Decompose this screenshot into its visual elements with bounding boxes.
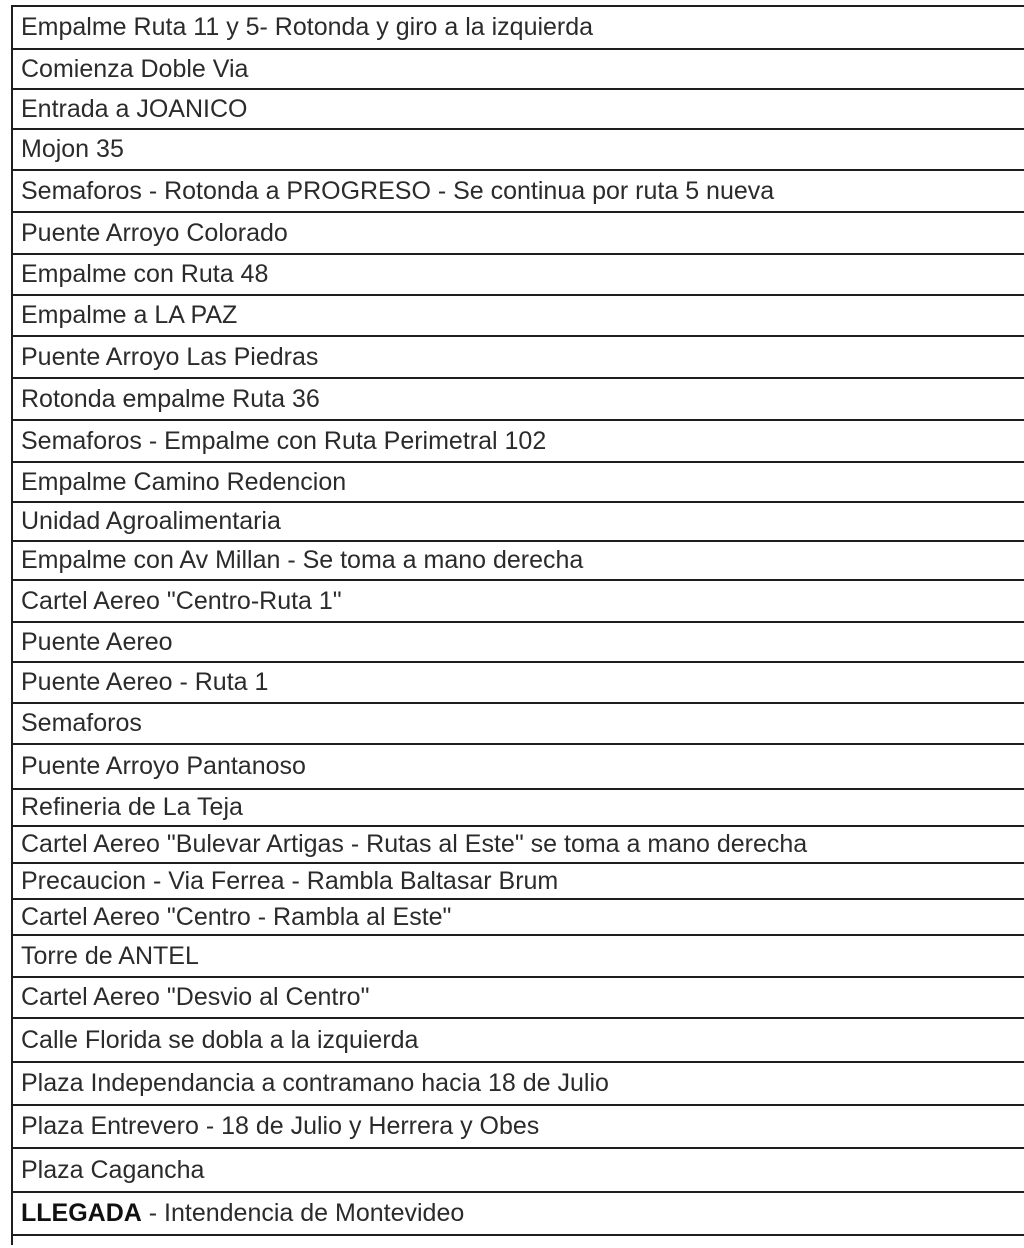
table-cell: Mojon 35 — [12, 129, 1024, 170]
route-table — [11, 5, 1024, 1245]
table-cell: Rotonda empalme Ruta 36 — [12, 378, 1024, 420]
table-cell: Unidad Agroalimentaria — [12, 502, 1024, 541]
table-cell: Comienza Doble Via — [12, 49, 1024, 89]
table-cell: Cartel Aereo "Centro-Ruta 1" — [12, 580, 1024, 622]
table-cell: Cartel Aereo "Centro - Rambla al Este" — [12, 899, 1024, 935]
table-cell-final — [12, 1192, 1024, 1235]
table-cell: Torre de ANTEL — [12, 935, 1024, 977]
table-cell: Refineria de La Teja — [12, 789, 1024, 826]
table-cell: Semaforos — [12, 703, 1024, 744]
table-row — [12, 977, 1024, 1018]
table-row — [12, 170, 1024, 212]
table-cell: Plaza Entrevero - 18 de Julio y Herrera y Obes — [12, 1105, 1024, 1148]
table-cell: Cartel Aereo "Bulevar Artigas - Rutas al Este" se toma a mano derecha — [12, 826, 1024, 863]
table-row — [12, 744, 1024, 789]
table-row — [12, 826, 1024, 863]
table-row-cutoff — [12, 1235, 1024, 1245]
table-row — [12, 703, 1024, 744]
table-cell: Puente Aereo — [12, 622, 1024, 662]
table-cell: Plaza Independancia a contramano hacia 18 de Julio — [12, 1062, 1024, 1105]
table-row — [12, 662, 1024, 703]
table-cell: Semaforos - Empalme con Ruta Perimetral 102 — [12, 420, 1024, 462]
table-row — [12, 129, 1024, 170]
table-row — [12, 580, 1024, 622]
table-row — [12, 1105, 1024, 1148]
table-cell: Puente Aereo - Ruta 1 — [12, 662, 1024, 703]
table-row — [12, 899, 1024, 935]
table-cell: Empalme Camino Redencion — [12, 462, 1024, 502]
table-row — [12, 789, 1024, 826]
table-row — [12, 212, 1024, 254]
arrival-text: - Intendencia de Montevideo — [141, 1199, 465, 1227]
table-row — [12, 6, 1024, 49]
table-row — [12, 502, 1024, 541]
table-row-final — [12, 1192, 1024, 1235]
table-cell: Puente Arroyo Colorado — [12, 212, 1024, 254]
table-cell: Precaucion - Via Ferrea - Rambla Baltasar Brum — [12, 863, 1024, 899]
table-row — [12, 1062, 1024, 1105]
table-row — [12, 378, 1024, 420]
table-row — [12, 254, 1024, 295]
table-row — [12, 863, 1024, 899]
table-cell: Puente Arroyo Pantanoso — [12, 744, 1024, 789]
table-cell: Empalme con Ruta 48 — [12, 254, 1024, 295]
table-row — [12, 295, 1024, 336]
table-cell: Puente Arroyo Las Piedras — [12, 336, 1024, 378]
table-row — [12, 622, 1024, 662]
table-cell-empty — [12, 1235, 1024, 1245]
table-cell: Plaza Cagancha — [12, 1148, 1024, 1192]
table-row — [12, 935, 1024, 977]
arrival-label: LLEGADA — [21, 1199, 142, 1227]
table-row — [12, 336, 1024, 378]
table-cell: Cartel Aereo "Desvio al Centro" — [12, 977, 1024, 1018]
table-row — [12, 541, 1024, 580]
table-cell: Semaforos - Rotonda a PROGRESO - Se continua por ruta 5 nueva — [12, 170, 1024, 212]
table-cell: Empalme a LA PAZ — [12, 295, 1024, 336]
table-row — [12, 1018, 1024, 1062]
table-row — [12, 49, 1024, 89]
table-cell: Empalme Ruta 11 y 5- Rotonda y giro a la izquierda — [12, 6, 1024, 49]
table-row — [12, 1148, 1024, 1192]
table-row — [12, 89, 1024, 129]
table-row — [12, 462, 1024, 502]
table-cell: Empalme con Av Millan - Se toma a mano derecha — [12, 541, 1024, 580]
table-cell: Calle Florida se dobla a la izquierda — [12, 1018, 1024, 1062]
table-cell: Entrada a JOANICO — [12, 89, 1024, 129]
table-row — [12, 420, 1024, 462]
route-table-body — [12, 6, 1024, 1245]
